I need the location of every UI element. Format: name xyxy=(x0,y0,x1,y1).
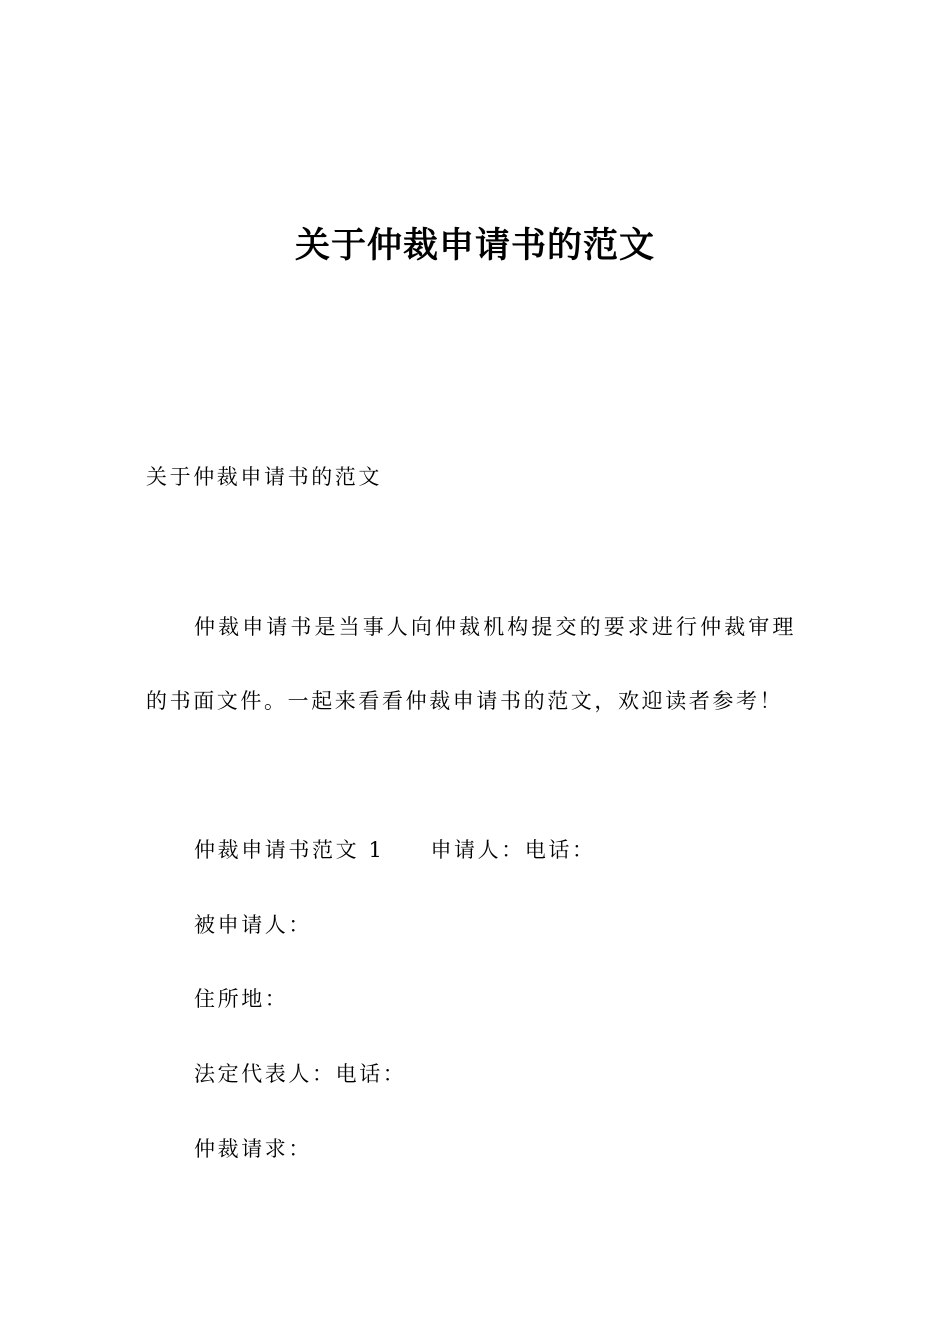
sample-heading-line xyxy=(194,835,596,865)
address-label: 住所地： xyxy=(194,987,289,1011)
respondent-label: 被申请人： xyxy=(194,913,312,937)
applicant-label: 申请人：电话： xyxy=(430,838,596,862)
intro-paragraph-line-1: 仲裁申请书是当事人向仲裁机构提交的要求进行仲裁审理 xyxy=(194,615,797,639)
legal-representative-label: 法定代表人：电话： xyxy=(194,1062,407,1086)
sample-heading: 仲裁申请书范文 1 xyxy=(194,838,385,862)
document-subtitle: 关于仲裁申请书的范文 xyxy=(146,465,382,489)
document-title: 关于仲裁申请书的范文 xyxy=(294,226,655,266)
arbitration-claims-label: 仲裁请求： xyxy=(194,1137,312,1161)
intro-paragraph-line-2: 的书面文件。一起来看看仲裁申请书的范文，欢迎读者参考！ xyxy=(146,689,784,713)
